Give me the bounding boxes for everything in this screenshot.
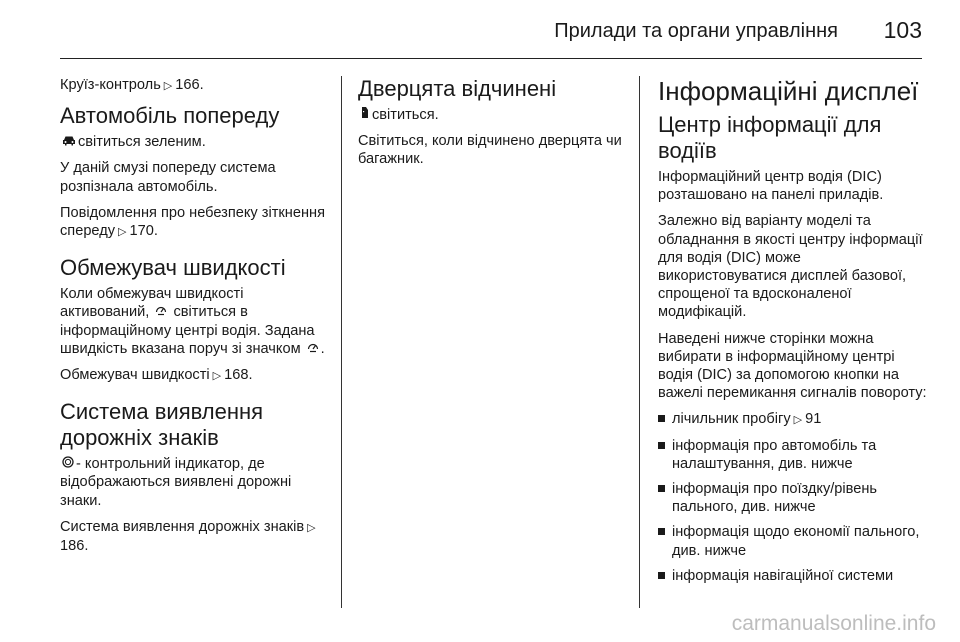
bullet-icon xyxy=(658,572,665,579)
page-reference[interactable]: 91 xyxy=(805,411,822,428)
page-reference[interactable]: 166. xyxy=(175,77,204,93)
door-open-icon xyxy=(360,106,370,124)
paragraph: світиться. xyxy=(358,106,626,124)
section-heading: Автомобіль попереду xyxy=(60,103,280,129)
page-reference[interactable]: 168. xyxy=(224,367,253,384)
page-reference[interactable]: 186. xyxy=(60,538,89,555)
section-heading: Система виявлення дорожніх знаків xyxy=(60,399,264,451)
chapter-heading: Інформаційні дисплеї xyxy=(658,76,919,106)
paragraph: Наведені нижче сторінки можна вибирати в інформаційному центрі водія (DIC) за допомогою кнопки на важелі перемикання сигналів повороту: xyxy=(658,330,927,402)
reference-arrow-icon: ▷ xyxy=(212,370,222,383)
section-heading: Дверцята відчинені xyxy=(358,76,557,101)
list-item: інформація про автомобіль та налаштування, див. нижче xyxy=(658,437,930,473)
column-divider xyxy=(639,76,640,608)
column-left xyxy=(60,76,332,563)
bullet-icon xyxy=(658,528,665,535)
car-front-icon xyxy=(62,133,76,151)
column-middle xyxy=(358,76,626,177)
paragraph: Світиться, коли відчинено дверцята чи багажник. xyxy=(358,133,622,168)
speed-limiter-icon xyxy=(155,303,167,321)
reference-arrow-icon: ▷ xyxy=(307,521,316,534)
paragraph: - контрольний індикатор, де відображаються виявлені дорожні знаки. xyxy=(60,456,292,509)
paragraph: Система виявлення дорожніх знаків ▷186. xyxy=(60,518,316,555)
running-title: Прилади та органи управління xyxy=(554,20,838,42)
reference-arrow-icon: ▷ xyxy=(793,414,803,427)
paragraph: світиться зеленим. xyxy=(60,133,332,151)
page-number: 103 xyxy=(883,17,922,43)
column-right xyxy=(658,76,930,592)
list-item: інформація щодо економії пального, див. нижче xyxy=(658,523,930,559)
list-item: лічильник пробігу ▷ 91 xyxy=(658,410,930,429)
section-heading: Центр інформації для водіїв xyxy=(658,112,882,163)
paragraph: Повідомлення про небезпеку зіткнення спереду ▷ 170. xyxy=(60,204,332,241)
paragraph: Обмежувач швидкості ▷ 168. xyxy=(60,366,332,385)
paragraph: Коли обмежувач швидкості активований, світиться в інформаційному центрі водія. Задана швидкість вказана поруч зі значком . xyxy=(60,286,325,357)
bullet-icon xyxy=(658,442,665,449)
paragraph: Інформаційний центр водія (DIC) розташовано на панелі приладів. xyxy=(658,169,884,204)
speed-limiter-icon xyxy=(307,340,319,358)
intro-paragraph: Круїз-контроль ▷ 166. xyxy=(60,76,332,95)
bullet-icon xyxy=(658,485,665,492)
page-header xyxy=(60,0,922,59)
reference-arrow-icon: ▷ xyxy=(118,226,127,239)
list-item: інформація про поїздку/рівень пального, див. нижче xyxy=(658,480,930,516)
paragraph: Залежно від варіанту моделі та обладнання в якості центру інформації для водія (DIC) може використовуватися дисплей базової, спрощеної та вдосконаленої модифікацій. xyxy=(658,213,923,321)
bullet-list xyxy=(658,410,930,585)
traffic-sign-icon xyxy=(62,455,74,473)
section-heading: Обмежувач швидкості xyxy=(60,255,286,281)
column-divider xyxy=(341,76,342,608)
list-item: інформація навігаційної системи xyxy=(658,567,930,585)
paragraph: У даній смузі попереду система розпізнала автомобіль. xyxy=(60,160,276,195)
reference-arrow-icon: ▷ xyxy=(163,80,173,92)
watermark: carmanualsonline.info xyxy=(731,612,936,635)
bullet-icon xyxy=(658,415,665,422)
page-reference[interactable]: 170. xyxy=(129,223,158,240)
